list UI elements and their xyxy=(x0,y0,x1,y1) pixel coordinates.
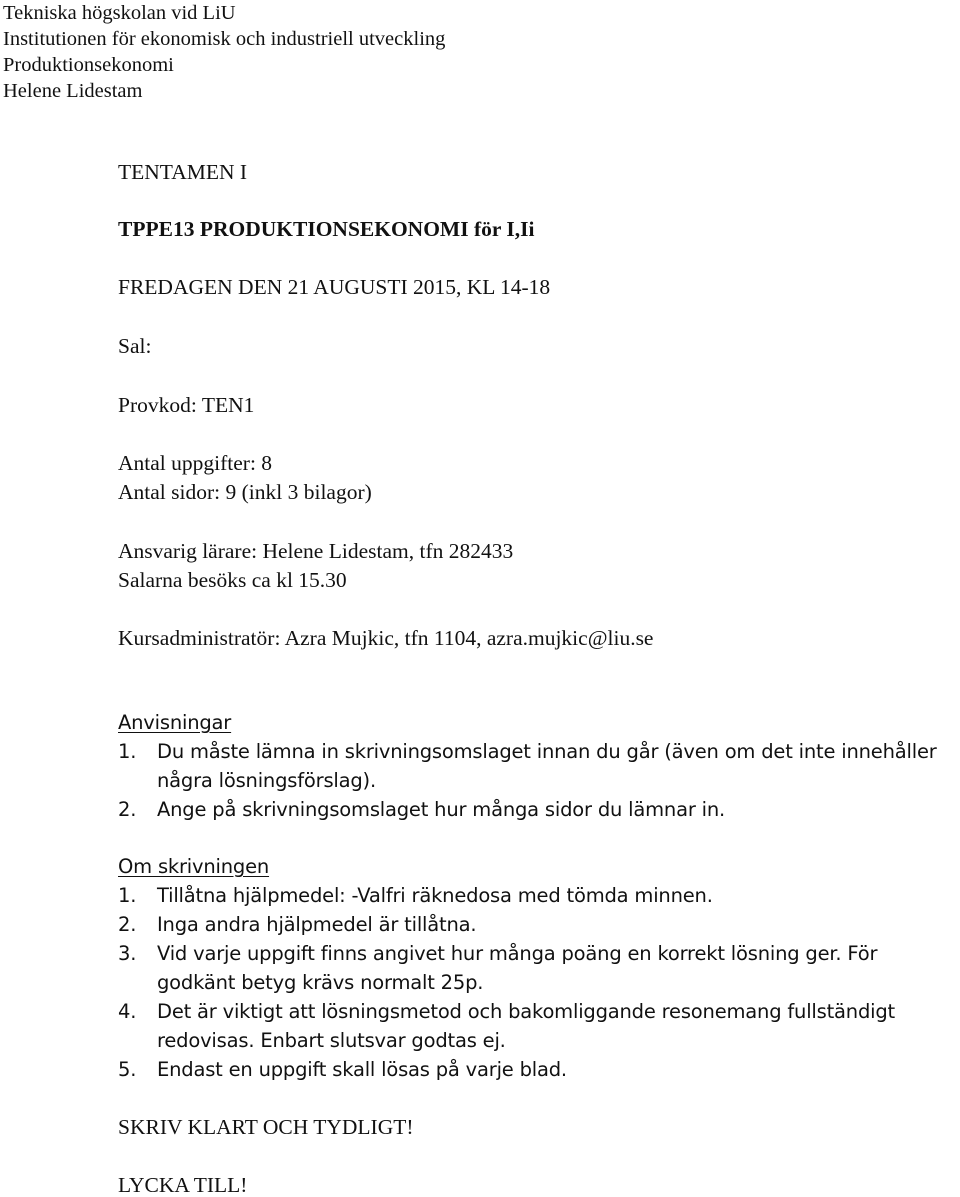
exam-code: Provkod: TEN1 xyxy=(118,393,255,417)
instructions-heading: Anvisningar xyxy=(118,711,232,734)
rule-number: 4. xyxy=(118,1000,137,1023)
course-title: TPPE13 PRODUKTIONSEKONOMI för I,Ii xyxy=(118,217,535,241)
rule-number: 1. xyxy=(118,884,137,907)
rule-number: 2. xyxy=(118,913,137,936)
rule-text: Det är viktigt att lösningsmetod och bakomliggande resonemang fullständigt xyxy=(157,1000,895,1023)
exam-type: TENTAMEN I xyxy=(118,160,248,184)
course-administrator: Kursadministratör: Azra Mujkic, tfn 1104, azra.mujkic@liu.se xyxy=(118,626,654,650)
responsible-teacher: Ansvarig lärare: Helene Lidestam, tfn 282433 xyxy=(118,539,514,563)
rule-text: Endast en uppgift skall lösas på varje blad. xyxy=(157,1058,567,1081)
rule-text: Inga andra hjälpmedel är tillåtna. xyxy=(157,913,477,936)
instruction-text: några lösningsförslag). xyxy=(157,769,376,792)
university-name: Tekniska högskolan vid LiU xyxy=(3,2,236,24)
rule-text: godkänt betyg krävs normalt 25p. xyxy=(157,971,484,994)
rule-number: 5. xyxy=(118,1058,137,1081)
task-count: Antal uppgifter: 8 xyxy=(118,451,273,475)
instruction-text: Du måste lämna in skrivningsomslaget innan du går (även om det inte innehåller xyxy=(157,740,937,763)
rule-text: Tillåtna hjälpmedel: -Valfri räknedosa med tömda minnen. xyxy=(157,884,713,907)
exam-room: Sal: xyxy=(118,334,152,358)
page-count: Antal sidor: 9 (inkl 3 bilagor) xyxy=(118,480,372,504)
instruction-number: 2. xyxy=(118,798,137,821)
rule-text: Vid varje uppgift finns angivet hur många poäng en korrekt lösning ger. För xyxy=(157,942,878,965)
good-luck-note: LYCKA TILL! xyxy=(118,1173,248,1197)
instruction-number: 1. xyxy=(118,740,137,763)
instruction-text: Ange på skrivningsomslaget hur många sidor du lämnar in. xyxy=(157,798,726,821)
rule-text: redovisas. Enbart slutsvar godtas ej. xyxy=(157,1029,506,1052)
exam-date: FREDAGEN DEN 21 AUGUSTI 2015, KL 14-18 xyxy=(118,275,551,299)
rule-number: 3. xyxy=(118,942,137,965)
author-name: Helene Lidestam xyxy=(3,80,143,102)
about-exam-heading: Om skrivningen xyxy=(118,855,270,878)
division-name: Produktionsekonomi xyxy=(3,54,174,76)
visit-time: Salarna besöks ca kl 15.30 xyxy=(118,568,347,592)
department-name: Institutionen för ekonomisk och industriell utveckling xyxy=(3,28,446,50)
write-clearly-note: SKRIV KLART OCH TYDLIGT! xyxy=(118,1115,414,1139)
